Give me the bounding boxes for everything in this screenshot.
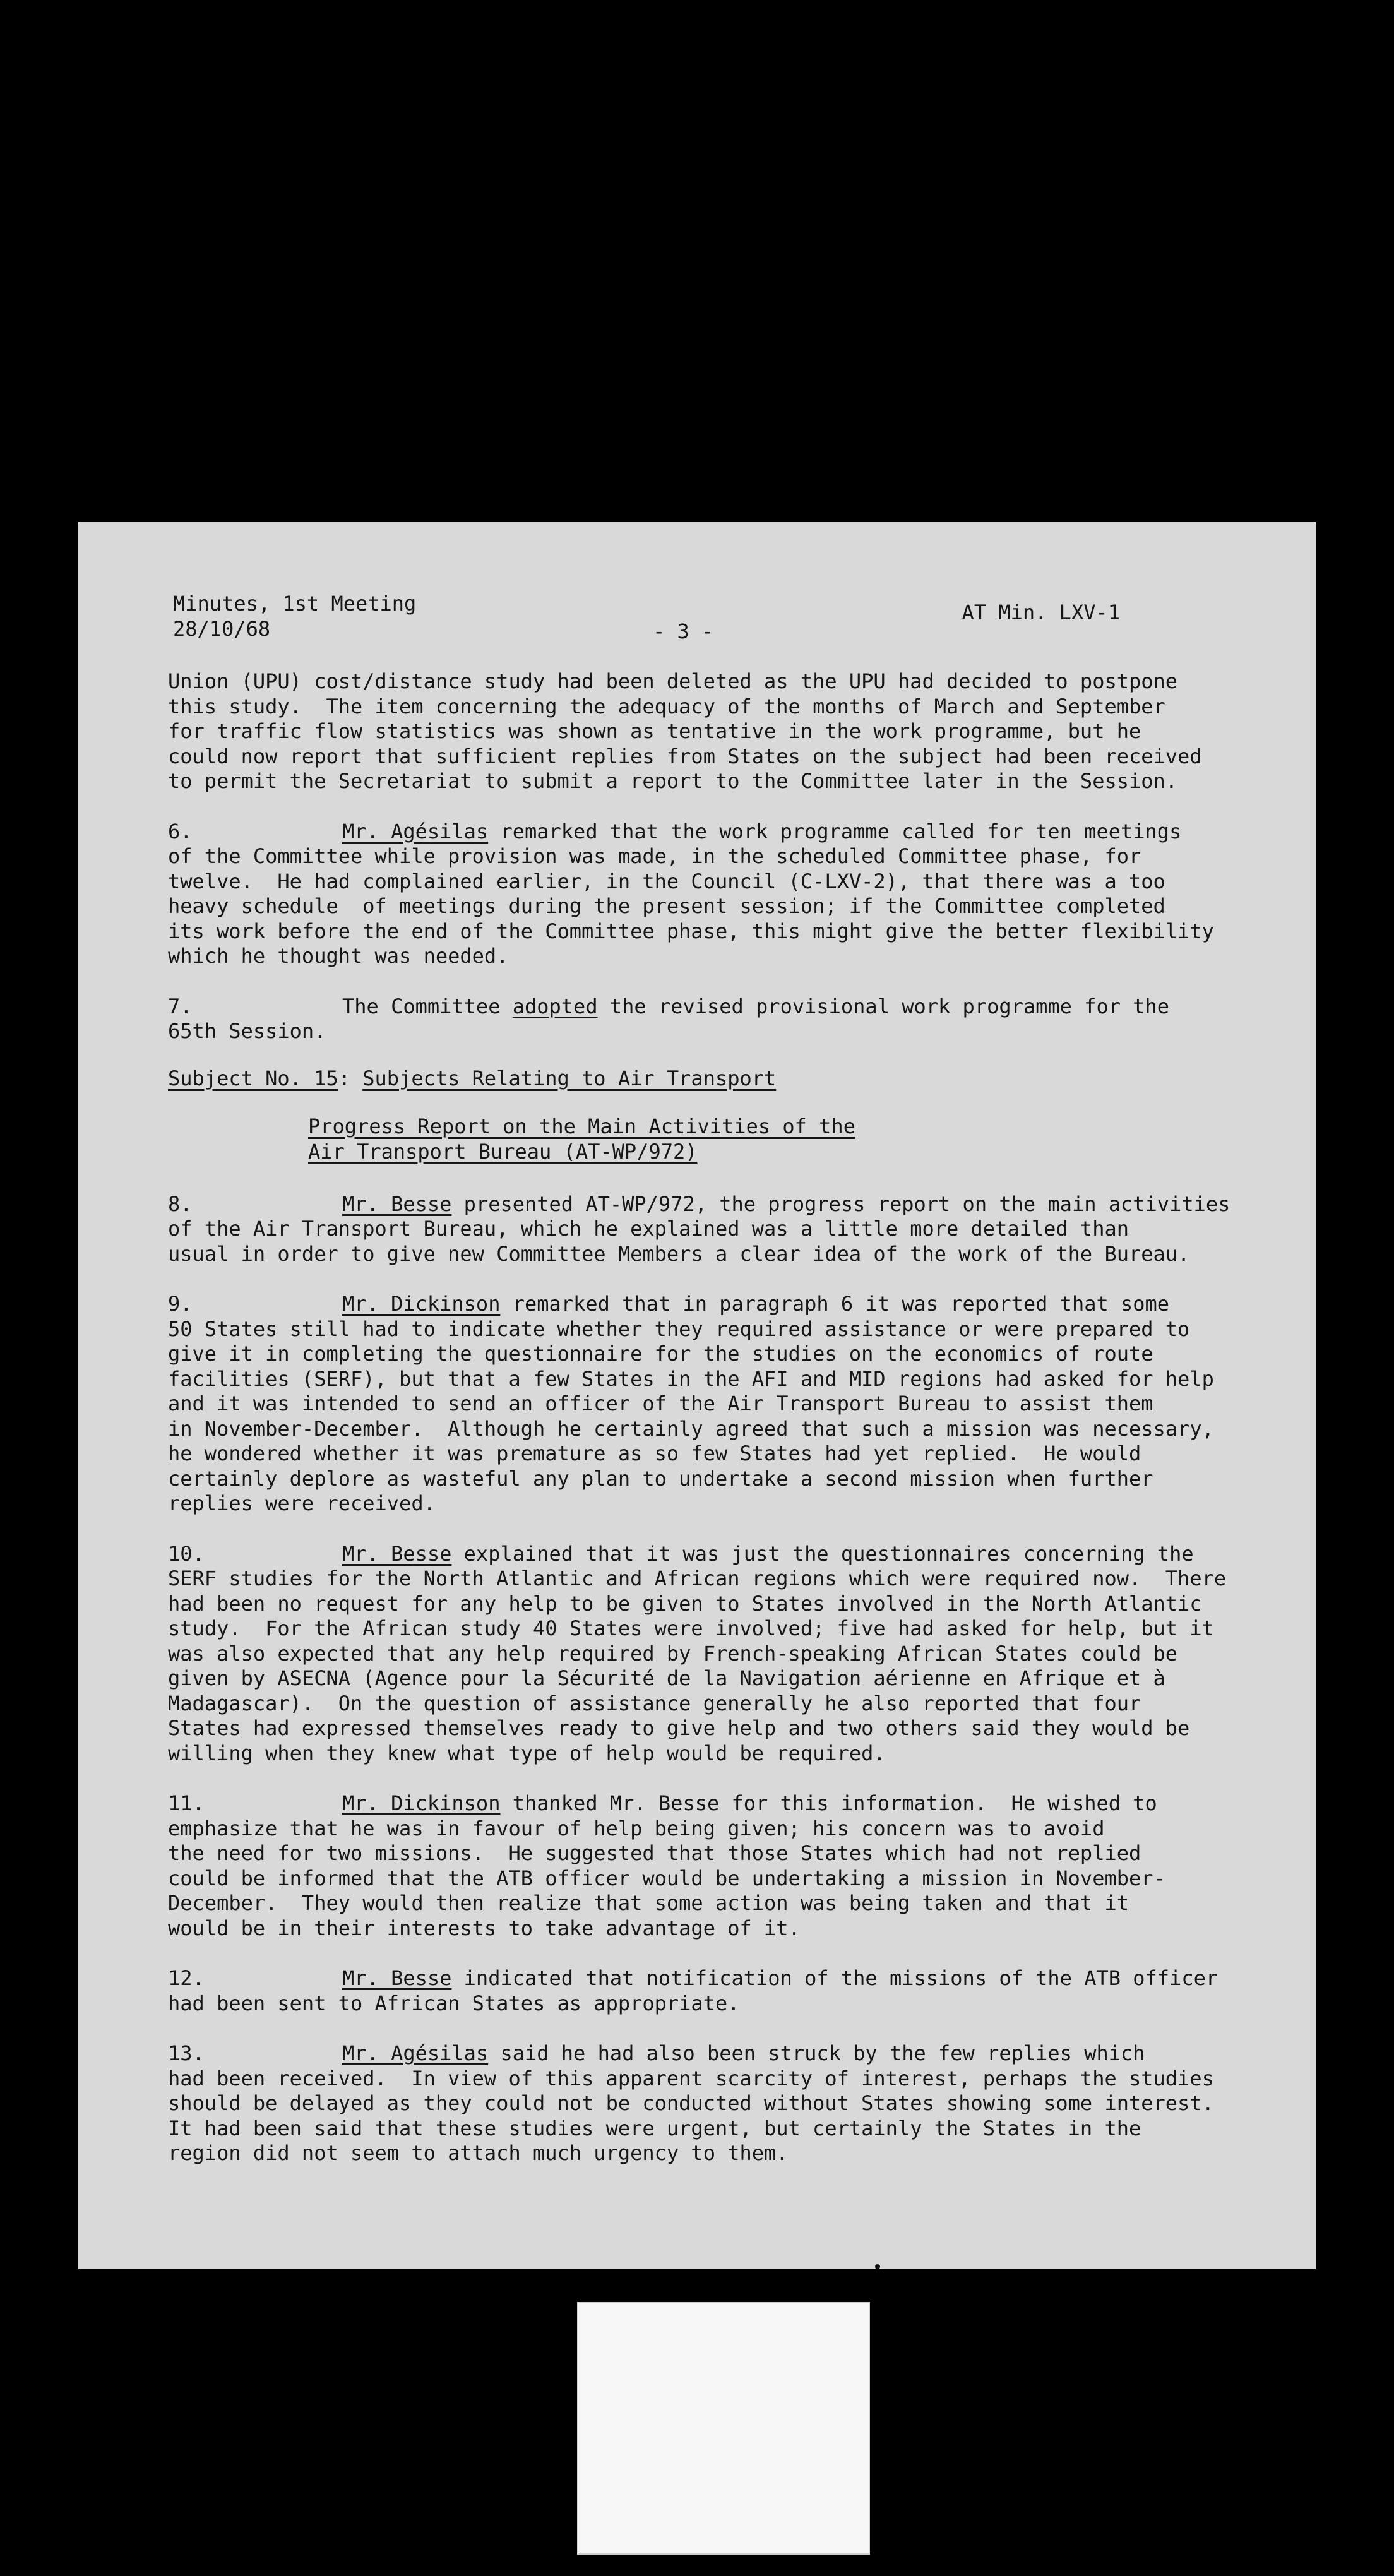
paragraph-text: of the Committee while provision was made, in the scheduled Committee phase, for twelve. He had complained earlier, in the Council (C-LXV-2), that there was a too heavy schedule of meetings during the present session; if the Committee completed its work before the end of the Committee phase, this might give the better flexibility which he thought was needed. — [168, 844, 1214, 968]
paragraph-11 — [168, 1791, 1253, 1941]
speaker-name: Mr. Agésilas — [342, 2041, 489, 2065]
item-title-line-1: Progress Report on the Main Activities of the — [308, 1114, 855, 1138]
subject-heading — [168, 1066, 1253, 1091]
paragraph-text: remarked that the work programme called for ten meetings — [488, 819, 1182, 844]
paragraph-number: 12. — [168, 1966, 205, 1990]
paragraph-10 — [168, 1542, 1253, 1767]
paragraph-text: The Committee — [342, 994, 513, 1018]
paragraph-text: 50 States still had to indicate whether they required assistance or were prepared to give it in completing the questionnaire for the studies on the economics of route facilities (SERF), but that a few States in the AFI and MID regions had asked for help and it was intended to send an officer of the Air Transport Bureau to assist them in November-December. Although he certainly agreed that such a mission was necessary, he wondered whether it was premature as so few States had yet replied. He would certainly deplore as wasteful any plan to undertake a second mission when further replies were received. — [168, 1316, 1214, 1515]
paragraph-13 — [168, 2041, 1253, 2166]
page-number: - 3 - — [653, 619, 714, 643]
agenda-item-title — [308, 1114, 1253, 1164]
item-title-line-2: Air Transport Bureau (AT-WP/972) — [308, 1139, 698, 1164]
header-left — [173, 591, 416, 641]
paragraph-9 — [168, 1292, 1253, 1517]
subject-title: Subjects Relating to Air Transport — [362, 1066, 777, 1090]
paragraph-text: presented AT-WP/972, the progress report on the main activities — [451, 1191, 1230, 1216]
speaker-name: Mr. Agésilas — [342, 819, 489, 844]
adopted-keyword: adopted — [512, 994, 598, 1018]
paragraph-8 — [168, 1192, 1253, 1267]
speaker-name: Mr. Dickinson — [342, 1791, 501, 1815]
paragraph-6 — [168, 820, 1253, 969]
paragraph-number: 7. — [168, 994, 193, 1018]
paragraph-text: explained that it was just the questionnaires concerning the — [451, 1541, 1194, 1566]
paragraph-text: said he had also been struck by the few replies which — [488, 2041, 1145, 2065]
paragraph-text: thanked Mr. Besse for this information. He wished to — [500, 1791, 1157, 1815]
paragraph-number: 10. — [168, 1541, 205, 1566]
paragraph-text: indicated that notification of the missions of the ATB officer — [451, 1966, 1218, 1990]
paragraph-text: the revised provisional work programme for the — [597, 994, 1170, 1018]
paragraph-12 — [168, 1966, 1253, 2016]
paragraph-text: remarked that in paragraph 6 it was reported that some — [500, 1292, 1170, 1316]
document-page — [78, 522, 1316, 2269]
paragraph-number: 6. — [168, 819, 193, 844]
paragraph-text: emphasize that he was in favour of help being given; his concern was to avoid the need for two missions. He suggested that those States which had not replied could be informed that the ATB officer would be undertaking a mission in November- December. They would then realize that some action was being taken and that it would be in their interests to take advantage of it. — [168, 1816, 1165, 1940]
speaker-name: Mr. Besse — [342, 1966, 452, 1990]
paragraph-text: had been sent to African States as appropriate. — [168, 1991, 740, 2015]
speaker-name: Mr. Dickinson — [342, 1292, 501, 1316]
paragraph-text: of the Air Transport Bureau, which he explained was a little more detailed than usual in order to give new Committee Members a clear idea of the work of the Bureau. — [168, 1217, 1190, 1266]
subject-label: Subject No. 15 — [168, 1066, 338, 1090]
scan-speck — [875, 2264, 880, 2269]
meeting-title: Minutes, 1st Meeting — [173, 592, 417, 616]
paragraph-text: 65th Session. — [168, 1019, 326, 1043]
document-reference: AT Min. LXV-1 — [962, 600, 1120, 624]
subject-colon: : — [338, 1066, 363, 1090]
paragraph-text: SERF studies for the North Atlantic and African regions which were required now. There had been no request for any help to be given to States involved in the North Atlantic study. For the African study 40 States were involved; five had asked for help, but it was also expected that any help required by French-speaking African States could be given by ASECNA (Agence pour la Sécurité de la Navigation aérienne en Afrique et à Madagascar). On the question of assistance generally he also reported that four States had expressed themselves ready to give help and two others said they would be willing when they knew what type of help would be required. — [168, 1566, 1227, 1765]
paragraph-continued: Union (UPU) cost/distance study had been deleted as the UPU had decided to postpone this study. The item concerning the adequacy of the months of March and September for traffic flow statistics was shown as tentative in the work programme, but he could now report that sufficient replies from States on the subject had been received to permit the Secretariat to submit a report to the Committee later in the Session. — [168, 669, 1202, 793]
blank-target-card — [577, 2302, 870, 2555]
paragraph-number: 8. — [168, 1191, 193, 1216]
paragraph-number: 9. — [168, 1292, 193, 1316]
paragraph-text: had been received. In view of this apparent scarcity of interest, perhaps the studies should be delayed as they could not be conducted without States showing some interest. It had been said that these studies were urgent, but certainly the States in the region did not seem to attach much urgency to them. — [168, 2066, 1214, 2165]
speaker-name: Mr. Besse — [342, 1541, 452, 1566]
paragraph-number: 11. — [168, 1791, 205, 1815]
page-header — [168, 591, 1253, 669]
speaker-name: Mr. Besse — [342, 1191, 452, 1216]
paragraph-7 — [168, 994, 1253, 1044]
meeting-date: 28/10/68 — [173, 617, 271, 641]
paragraph-number: 13. — [168, 2041, 205, 2065]
